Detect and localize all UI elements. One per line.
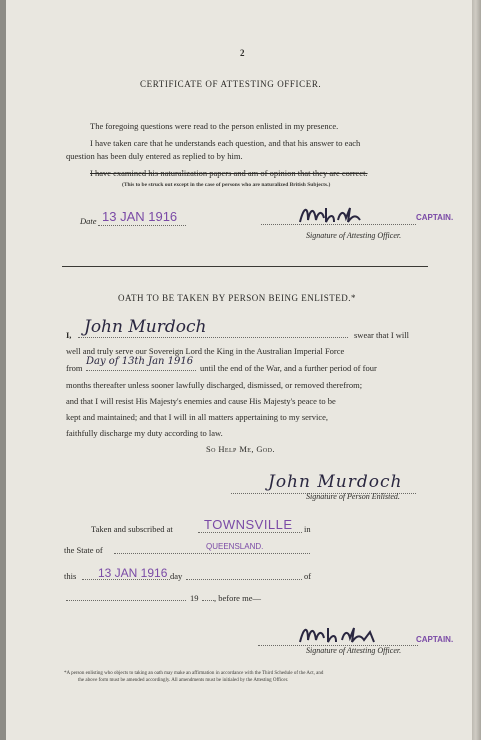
before-label: , before me— xyxy=(214,593,261,603)
year-suffix-line xyxy=(202,600,214,601)
oath-line7: faithfully discharge my duty according to law. xyxy=(66,428,223,438)
enlistee-name: John Murdoch xyxy=(84,317,207,337)
page-edge xyxy=(472,0,481,740)
oath-closing: So Help Me, God. xyxy=(206,444,275,454)
footnote-line2: the above form must be amended accordingly. All amendments must be initialed by the Attesting Officer. xyxy=(78,678,289,683)
state-label: the State of xyxy=(64,545,103,555)
year-blank-line xyxy=(66,600,186,601)
officer-rank-2: CAPTAIN. xyxy=(416,635,454,644)
day-label: day xyxy=(170,571,183,581)
oath-line3-prefix: from xyxy=(66,363,83,373)
oath-line1-suffix: swear that I will xyxy=(354,330,409,340)
officer-signature-caption-2: Signature of Attesting Officer. xyxy=(306,646,402,655)
certificate-para2-line2: question has been duly entered as replied to by him. xyxy=(66,151,243,161)
enlistee-signature-caption: Signature of Person Enlisted. xyxy=(306,492,400,501)
in-label: in xyxy=(304,524,311,534)
attestation-paper-page xyxy=(6,0,472,740)
subscribed-date-stamp: 13 JAN 1916 xyxy=(98,566,168,580)
oath-line5: and that I will resist His Majesty's enemies and cause His Majesty's peace to be xyxy=(66,396,336,406)
from-date: Day of 13th Jan 1916 xyxy=(86,356,194,367)
officer-signature-caption: Signature of Attesting Officer. xyxy=(306,231,402,240)
place-stamp: TOWNSVILLE xyxy=(204,517,293,532)
certificate-heading: CERTIFICATE OF ATTESTING OFFICER. xyxy=(140,79,322,89)
section-divider xyxy=(62,266,428,267)
oath-line4: months thereafter unless sooner lawfully discharged, dismissed, or removed therefrom; xyxy=(66,380,363,390)
oath-heading: OATH TO BE TAKEN BY PERSON BEING ENLISTED.* xyxy=(118,293,356,303)
naturalization-note: (This to be struck out except in the case of persons who are naturalized British Subjects.) xyxy=(122,182,331,188)
officer-rank: CAPTAIN. xyxy=(416,213,454,222)
subscribed-date-line xyxy=(82,579,170,580)
show-through-text xyxy=(236,60,240,72)
officer-signature-line xyxy=(261,224,416,225)
state-stamp: QUEENSLAND. xyxy=(206,542,264,551)
state-line xyxy=(114,553,310,554)
year-prefix: 19 xyxy=(190,593,199,603)
oath-line2: well and truly serve our Sovereign Lord the King in the Australian Imperial Force xyxy=(66,346,345,356)
footnote-line1: *A person enlisting who objects to taking an oath may make an affirmation in accordance with the Third Schedule of the Act, and xyxy=(64,671,324,676)
place-line xyxy=(198,532,302,533)
of-label: of xyxy=(304,571,312,581)
oath-line3-suffix: until the end of the War, and a further period of four xyxy=(200,363,377,373)
page-number: 2 xyxy=(240,48,245,58)
from-date-line xyxy=(86,370,196,371)
naturalization-struck-line: I have examined his naturalization papers and am of opinion that they are correct. xyxy=(90,168,368,178)
this-label: this xyxy=(64,571,77,581)
date-label: Date xyxy=(80,216,97,226)
oath-line1-prefix: I, xyxy=(66,330,72,340)
certificate-para1: The foregoing questions were read to the person enlisted in my presence. xyxy=(90,121,339,131)
enlistee-signature: John Murdoch xyxy=(268,472,403,492)
name-line xyxy=(78,337,348,338)
certificate-para2-line1: I have taken care that he understands each question, and that his answer to each xyxy=(90,138,361,148)
officer-signature-mark xyxy=(296,200,366,233)
date-stamp: 13 JAN 1916 xyxy=(102,209,178,224)
oath-line6: kept and maintained; and that I will in all matters appertaining to my service, xyxy=(66,412,329,422)
month-line xyxy=(186,579,302,580)
taken-label: Taken and subscribed at xyxy=(91,524,173,534)
date-line xyxy=(98,225,186,226)
